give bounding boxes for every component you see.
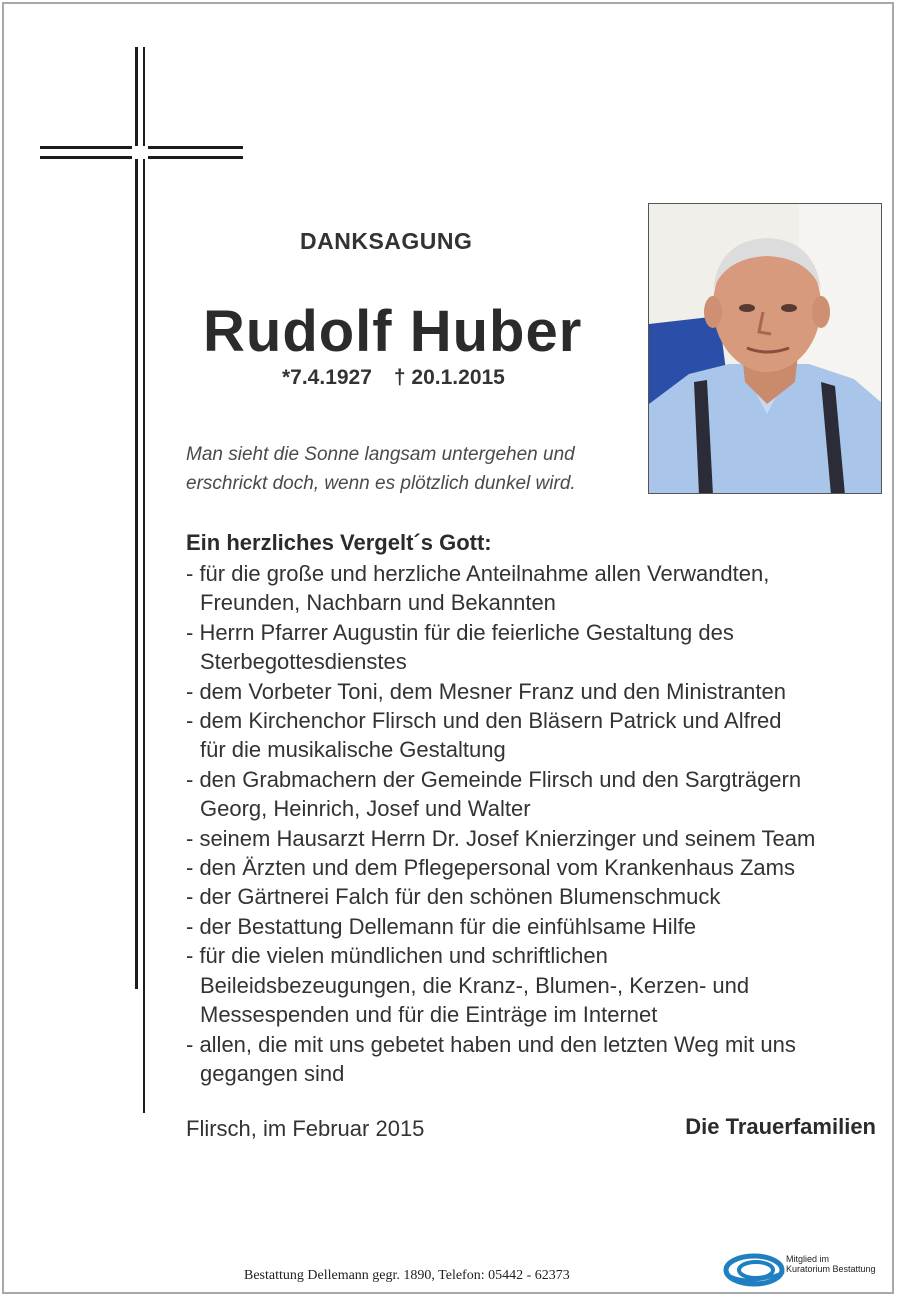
list-item: - der Bestattung Dellemann für die einfühlsame Hilfe — [186, 913, 696, 939]
list-item: - den Ärzten und dem Pflegepersonal vom Krankenhaus Zams — [186, 855, 795, 881]
list-item: - Herrn Pfarrer Augustin für die feierliche Gestaltung des Sterbegottesdienstes — [186, 619, 734, 675]
deceased-name: Rudolf Huber — [203, 299, 583, 364]
thanks-title: Ein herzliches Vergelt´s Gott: — [186, 530, 492, 555]
quote-line: erschrickt doch, wenn es plötzlich dunkel wird. — [186, 473, 576, 494]
list-item: - für die große und herzliche Anteilnahme allen Verwandten, Freunden, Nachbarn und Bekannten — [186, 561, 770, 616]
notice-heading: DANKSAGUNG — [300, 228, 473, 254]
life-dates — [282, 366, 505, 390]
list-item: - seinem Hausarzt Herrn Dr. Josef Knierzinger und seinem Team — [186, 825, 816, 851]
list-item: - den Grabmachern der Gemeinde Flirsch und den Sargträgern Georg, Heinrich, Josef und Walter — [186, 766, 802, 822]
thanks-list — [186, 559, 815, 1088]
list-item: - der Gärtnerei Falch für den schönen Blumenschmuck — [186, 884, 721, 910]
logo-text: Mitglied im Kuratorium Bestattung — [786, 1254, 876, 1274]
quote-line: Man sieht die Sonne langsam untergehen und — [186, 444, 575, 465]
list-item: - allen, die mit uns gebetet haben und den letzten Weg mit uns gegangen sind — [186, 1031, 796, 1086]
list-item: - dem Vorbeter Toni, dem Mesner Franz und den Ministranten — [186, 678, 787, 704]
footer-text: Bestattung Dellemann gegr. 1890, Telefon: 05442 - 62373 — [244, 1268, 570, 1283]
list-item: - für die vielen mündlichen und schriftlichen Beileidsbezeugungen, die Kranz-, Blumen-, Kerzen- und Messespenden und für die Einträge im Internet — [186, 943, 750, 1028]
death-date: † 20.1.2015 — [393, 366, 505, 389]
signature: Die Trauerfamilien — [685, 1114, 876, 1139]
place-date: Flirsch, im Februar 2015 — [186, 1116, 425, 1141]
list-item: - dem Kirchenchor Flirsch und den Bläsern Patrick und Alfred für die musikalische Gestaltung — [186, 708, 782, 763]
memorial-quote — [186, 440, 576, 498]
birth-date: *7.4.1927 — [282, 366, 372, 389]
portrait-photo — [648, 203, 882, 494]
